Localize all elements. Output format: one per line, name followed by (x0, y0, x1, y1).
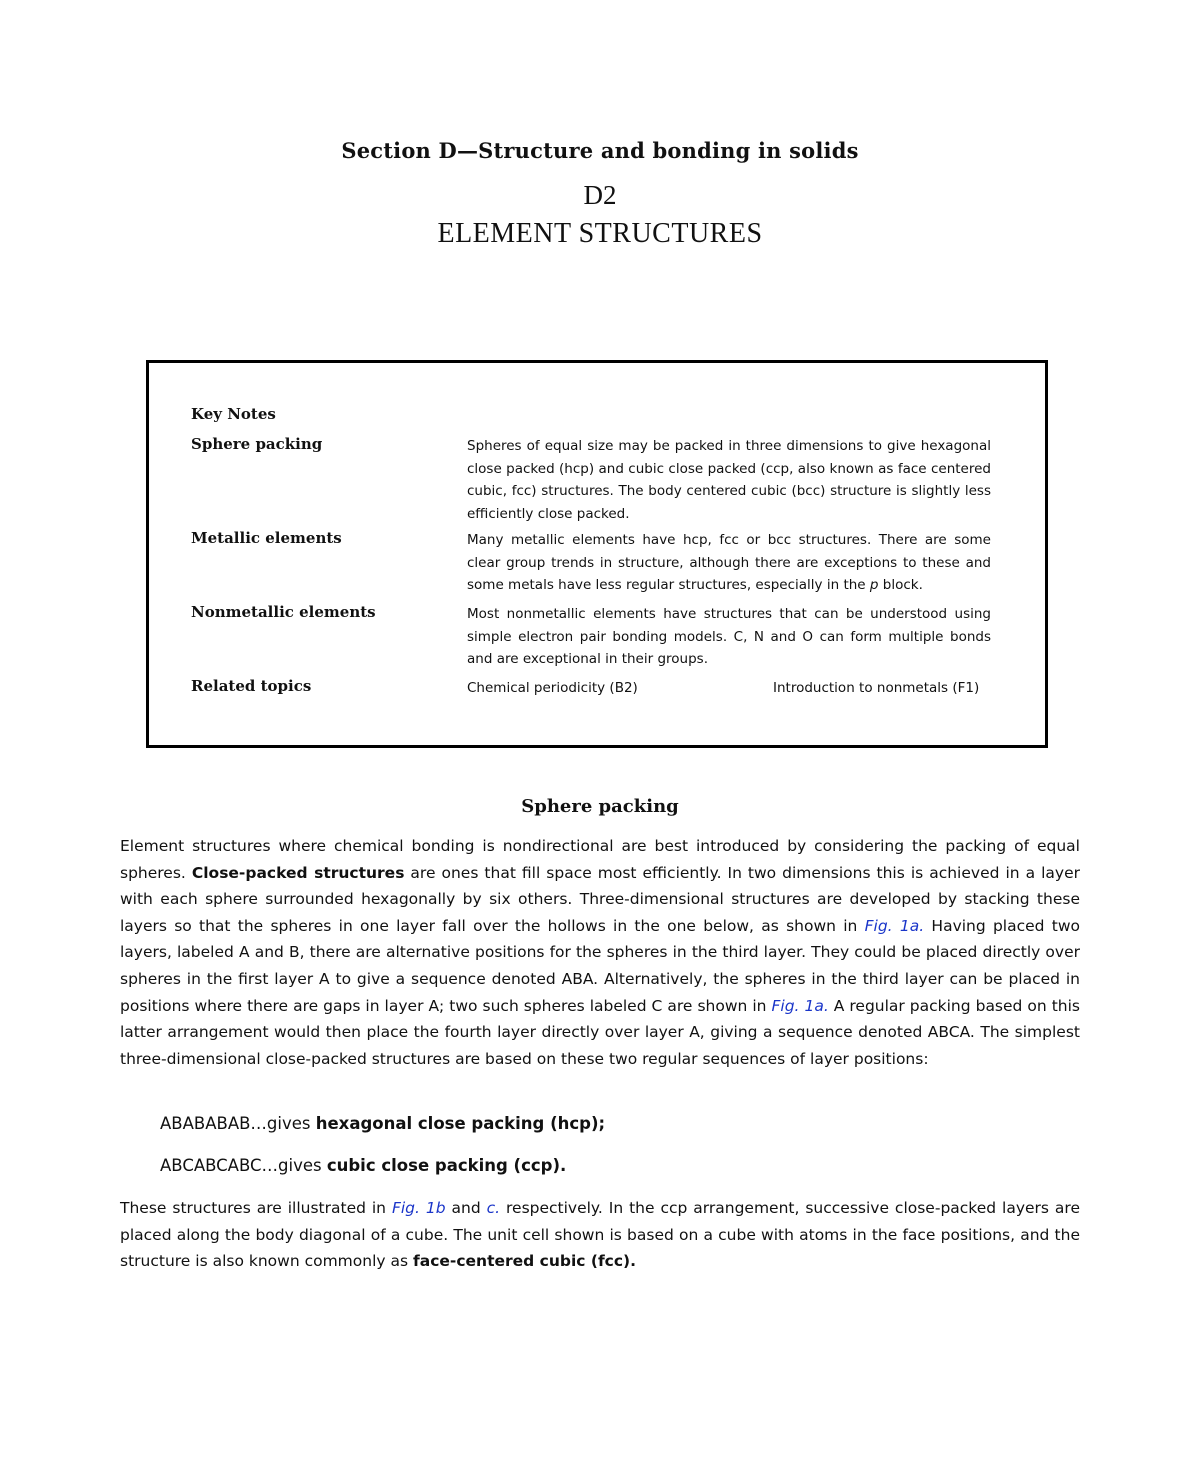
figure-link[interactable]: c. (486, 1199, 501, 1217)
key-note-text: Most nonmetallic elements have structures that can be understood using simple electron pair bonding models. C, N and O can form multiple bonds and are exceptional in their groups. (467, 606, 991, 667)
section-subheading: Sphere packing (521, 796, 679, 817)
chapter-title: ELEMENT STRUCTURES (437, 218, 763, 249)
key-note-label: Related topics (191, 677, 312, 695)
figure-link[interactable]: Fig. 1a. (771, 996, 829, 1015)
bold-term: face-centered cubic (fcc). (413, 1252, 637, 1271)
bold-term: Close-packed structures (191, 863, 405, 882)
key-note-label: Metallic elements (191, 529, 342, 547)
key-note-text-italic: p (869, 577, 879, 593)
key-notes-heading: Key Notes (191, 405, 276, 423)
key-note-text-part: block. (878, 577, 923, 593)
sequence-line-ccp (160, 1156, 1060, 1175)
body-paragraph (120, 833, 1080, 1072)
related-topic-link[interactable]: Introduction to nonmetals (F1) (773, 680, 980, 696)
text-run: ABCABCABC…gives (160, 1156, 327, 1175)
sequence-line-hcp (160, 1114, 1060, 1133)
key-note-text-part: Many metallic elements have hcp, fcc or bcc structures. There are some clear group trends in structure, although there are exceptions to these and some metals have less regular structures, especially in the (467, 532, 991, 593)
bold-term: hexagonal close packing (hcp); (315, 1114, 606, 1133)
section-header: Section D—Structure and bonding in solids (341, 138, 859, 163)
key-note-text: Spheres of equal size may be packed in three dimensions to give hexagonal close packed (hcp) and cubic close packed (ccp, also known as face centered cubic, fcc) structures. The body centered cubic (bcc) structure is slightly less efficiently close packed. (467, 438, 991, 522)
related-topic-link[interactable]: Chemical periodicity (B2) (467, 680, 638, 696)
key-note-label: Nonmetallic elements (191, 603, 376, 621)
figure-link[interactable]: Fig. 1b (391, 1199, 446, 1217)
figure-link[interactable]: Fig. 1a. (864, 916, 925, 935)
chapter-code: D2 (583, 180, 617, 210)
text-run: A regular packing based on this latter arrangement would then place the fourth layer directly over layer A, giving a sequence denoted ABCA. The simplest three-dimensional close-packed structures are based on these two regular sequences of layer positions: (120, 996, 1080, 1068)
body-paragraph (120, 1195, 1080, 1275)
key-notes-box (146, 360, 1048, 748)
text-run: Element structures where chemical bonding is nondirectional are best introduced by considering the packing of equal spheres. (120, 837, 1080, 882)
text-run: respectively. In the ccp arrangement, successive close-packed layers are placed along the body diagonal of a cube. The unit cell shown is based on a cube with atoms in the face positions, and the structure is also known commonly as (120, 1199, 1080, 1271)
text-run: are ones that fill space most efficiently. In two dimensions this is achieved in a layer with each sphere surrounded hexagonally by six others. Three-dimensional structures are developed by stacking these layers so that the spheres in one layer fall over the hollows in the one below, as shown in (120, 863, 1080, 935)
text-run: Having placed two layers, labeled A and B, there are alternative positions for the spheres in the third layer. They could be placed directly over spheres in the first layer A to give a sequence denoted ABA. Alternatively, the spheres in the third layer can be placed in positions where there are gaps in layer A; two such spheres labeled C are shown in (120, 916, 1081, 1015)
bold-term: cubic close packing (ccp). (326, 1156, 567, 1175)
key-note-text (467, 529, 991, 597)
text-run: These structures are illustrated in (120, 1199, 392, 1217)
text-run: and (445, 1199, 487, 1217)
key-note-label: Sphere packing (191, 435, 323, 453)
text-run: ABABABAB…gives (160, 1114, 316, 1133)
